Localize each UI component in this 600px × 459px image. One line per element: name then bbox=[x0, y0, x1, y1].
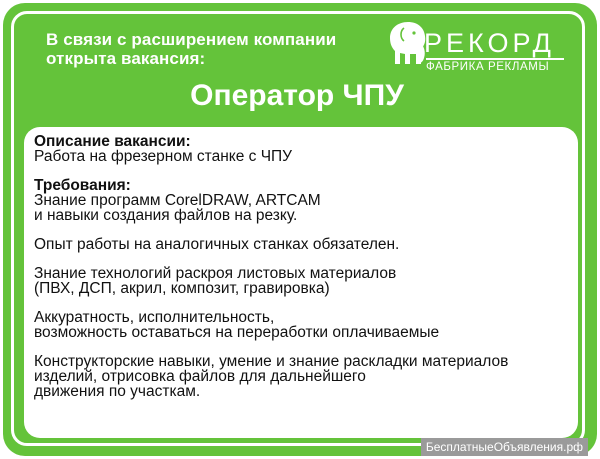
brand-name: РЕКОРД bbox=[424, 28, 555, 58]
watermark-link[interactable]: БесплатныеОбъявления.рф bbox=[421, 438, 588, 456]
vacancy-details bbox=[34, 134, 574, 413]
notice-line-2: открыта вакансия: bbox=[46, 49, 206, 68]
elephant-icon bbox=[384, 18, 428, 76]
requirement-1 bbox=[34, 178, 574, 223]
requirements-heading: Требования: bbox=[34, 177, 131, 194]
requirement-line: Аккуратность, исполнительность, bbox=[34, 309, 275, 326]
brand-underline bbox=[426, 58, 564, 60]
requirement-line: и навыки создания файлов на резку. bbox=[34, 207, 298, 224]
requirement-5 bbox=[34, 354, 574, 399]
requirement-line: Знание технологий раскроя листовых материалов bbox=[34, 265, 397, 282]
vacancy-notice bbox=[46, 30, 336, 68]
job-title: Оператор ЧПУ bbox=[190, 79, 404, 112]
requirement-line: изделий, отрисовка файлов для дальнейшего bbox=[34, 368, 366, 385]
requirement-line: Знание программ CorelDRAW, ARTCAM bbox=[34, 192, 321, 209]
requirement-line: возможность оставаться на переработки оплачиваемые bbox=[34, 324, 440, 341]
requirement-4 bbox=[34, 310, 574, 340]
brand-subtitle: ФАБРИКА РЕКЛАМЫ bbox=[426, 61, 550, 73]
requirement-3 bbox=[34, 266, 574, 296]
requirement-line: движения по участкам. bbox=[34, 383, 201, 400]
requirement-2 bbox=[34, 237, 574, 252]
description-text: Работа на фрезерном станке с ЧПУ bbox=[34, 148, 293, 165]
requirement-line: Опыт работы на аналогичных станках обязателен. bbox=[34, 236, 400, 253]
company-logo bbox=[384, 18, 574, 76]
notice-line-1: В связи с расширением компании bbox=[46, 30, 337, 49]
description-section bbox=[34, 134, 574, 164]
description-heading: Описание вакансии: bbox=[34, 133, 191, 150]
requirement-line: Конструкторские навыки, умение и знание раскладки материалов bbox=[34, 353, 509, 370]
requirement-line: (ПВХ, ДСП, акрил, композит, гравировка) bbox=[34, 280, 330, 297]
